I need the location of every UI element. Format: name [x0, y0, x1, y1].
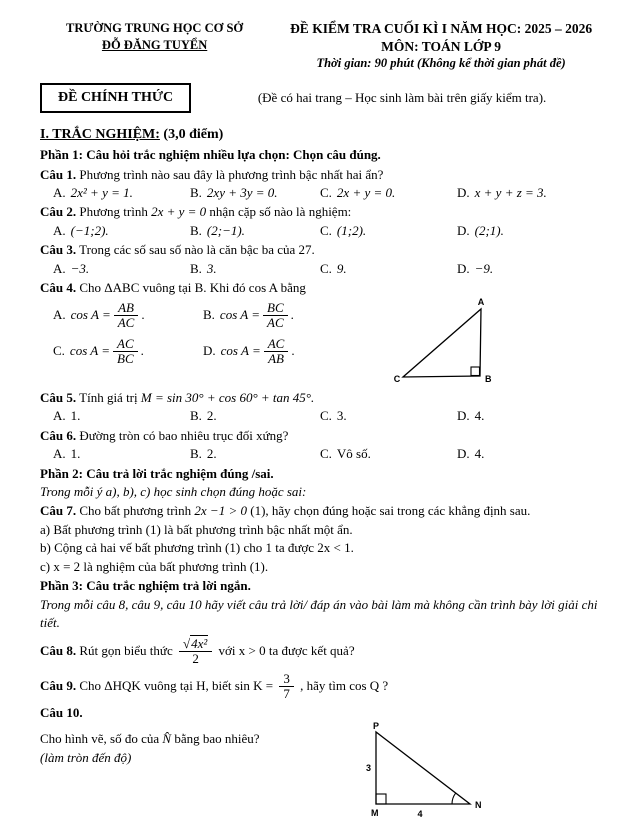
option-c: C. cos A = $\frac{AC}{BC}$ .: [53, 335, 144, 367]
question-text: Đường tròn có bao nhiêu trục đối xứng?: [79, 427, 289, 443]
exam-note: (Đề có hai trang – Học sinh làm bài trên giấy kiểm tra).: [257, 90, 547, 106]
question-text-after: , hãy tìm cos Q ?: [300, 677, 389, 693]
question-text-before: Rút gọn biểu thức: [79, 642, 173, 658]
question-10-body: [40, 722, 613, 820]
question-text-before: Cho bất phương trình: [79, 503, 192, 519]
vertex-label-n: N: [475, 800, 482, 811]
statement-c: c) x = 2 là nghiệm của bất phương trình (1).: [40, 558, 269, 574]
question-label: Câu 10.: [40, 704, 83, 720]
question-label: Câu 1.: [40, 166, 77, 182]
question-text: Cho ΔABC vuông tại B. Khi đó cos A bằng: [79, 280, 306, 296]
option-d: D. 4.: [457, 446, 485, 462]
question-label: Câu 5.: [40, 389, 77, 405]
question-line1: Cho hình vẽ, số đo của N̂ bằng bao nhiêu?: [40, 731, 260, 747]
question-9: [40, 671, 613, 703]
question-1-options: [40, 184, 613, 202]
question-label: Câu 3.: [40, 242, 77, 258]
school-name-line1: TRƯỜNG TRUNG HỌC CƠ SỞ: [66, 21, 244, 35]
option-d: D. 4.: [457, 408, 485, 424]
question-line2: (làm tròn đến độ): [40, 749, 132, 765]
question-2-options: [40, 222, 613, 240]
question-1: [40, 166, 613, 203]
question-math: 2x + y = 0: [151, 204, 207, 220]
exam-header: [40, 20, 613, 71]
part-2-instruction: Trong mỗi ý a), b), c) học sinh chọn đúng hoặc sai:: [40, 483, 307, 499]
official-row: [40, 83, 613, 113]
vertex-label-p: P: [372, 721, 380, 732]
question-label: Câu 4.: [40, 280, 77, 296]
option-a: A. 1.: [53, 408, 81, 424]
question-10-text: [40, 722, 350, 767]
question-2: [40, 203, 613, 240]
question-10: [40, 704, 613, 820]
vertex-label-a: A: [477, 296, 485, 307]
question-label: Câu 2.: [40, 204, 77, 220]
question-4: [40, 279, 613, 387]
exam-title-block: [269, 20, 613, 71]
school-name-line2: ĐỖ ĐĂNG TUYỂN: [101, 37, 208, 52]
question-text: Trong các số sau số nào là căn bậc ba của 27.: [79, 242, 315, 258]
question-5-options: [40, 407, 613, 425]
option-b: B. 3.: [190, 260, 217, 276]
option-c: C. Vô số.: [320, 446, 371, 462]
option-c: C. 9.: [320, 260, 347, 276]
part-1-heading: Phần 1: Câu hỏi trắc nghiệm nhiều lựa chọn: Chọn câu đúng.: [40, 147, 381, 163]
question-ref: (1): [250, 503, 266, 519]
question-4-options: [40, 300, 373, 368]
question-5: [40, 389, 613, 426]
option-d: D. cos A = $\frac{AC}{AB}$ .: [203, 335, 295, 367]
question-text-after: với x > 0 ta được kết quả?: [218, 642, 355, 658]
question-8: [40, 636, 613, 668]
question-label: Câu 8.: [40, 642, 77, 658]
official-exam-badge: ĐỀ CHÍNH THỨC: [40, 83, 191, 113]
question-6-options: [40, 445, 613, 463]
option-a: A. cos A = $\frac{AB}{AC}$ .: [53, 299, 145, 331]
question-6: [40, 427, 613, 464]
vertex-label-m: M: [371, 808, 379, 819]
question-math: 2x −1 > 0: [194, 503, 247, 519]
sqrt-fraction: $\frac{\text{√4x²}}{2}$: [179, 637, 212, 667]
option-b: B. cos A = $\frac{BC}{AC}$ .: [203, 299, 294, 331]
school-block: [40, 20, 269, 71]
option-a: A. (−1;2).: [53, 222, 109, 238]
part-2-heading: Phần 2: Câu trả lời trắc nghiệm đúng /sai.: [40, 465, 274, 481]
option-d: D. x + y + z = 3.: [457, 185, 547, 200]
section-1-points: (3,0 điểm): [163, 127, 224, 143]
option-d: D. (2;1).: [457, 222, 504, 238]
side-label-mn: 4: [417, 809, 423, 820]
question-3-options: [40, 260, 613, 278]
triangle-pmn-figure: [362, 720, 487, 820]
option-b: B. 2.: [190, 446, 217, 462]
option-b: B. 2.: [190, 408, 217, 424]
question-text-after: nhận cặp số nào là nghiệm:: [209, 204, 352, 220]
option-c: C. (1;2).: [320, 222, 367, 238]
angle-symbol: N̂: [162, 731, 172, 747]
question-4-body: [40, 296, 613, 388]
question-text-before: Cho ΔHQK vuông tại H, biết sin K =: [79, 677, 274, 693]
question-label: Câu 9.: [40, 677, 77, 693]
triangle-abc-figure: [391, 296, 501, 388]
vertex-label-c: C: [393, 373, 401, 384]
exam-subject: MÔN: TOÁN LỚP 9: [381, 38, 502, 54]
question-text-after: , hãy chọn đúng hoặc sai trong các khẳng định sau.: [265, 503, 531, 519]
option-b: B. 2xy + 3y = 0.: [190, 185, 278, 200]
option-c: C. 2x + y = 0.: [320, 185, 396, 200]
question-label: Câu 6.: [40, 427, 77, 443]
side-label-pm: 3: [365, 763, 371, 774]
statement-b: b) Cộng cả hai vế bất phương trình (1) cho 1 ta được 2x < 1.: [40, 540, 354, 556]
section-1-title-text: I. TRẮC NGHIỆM:: [40, 127, 160, 143]
option-a: A. −3.: [53, 260, 90, 276]
vertex-label-b: B: [485, 373, 492, 384]
option-a: A. 2x² + y = 1.: [53, 185, 133, 200]
option-a: A. 1.: [53, 446, 81, 462]
question-text: Phương trình nào sau đây là phương trình bậc nhất hai ẩn?: [79, 166, 384, 182]
option-d: D. −9.: [457, 260, 494, 276]
section-1-title: [40, 125, 613, 145]
question-7: [40, 502, 613, 576]
part-3-heading: Phần 3: Câu trắc nghiệm trả lời ngắn.: [40, 578, 251, 594]
sin-fraction: $\frac{3}{7}$: [279, 672, 294, 702]
exam-time: Thời gian: 90 phút (Không kể thời gian phát đề): [316, 56, 566, 71]
question-3: [40, 241, 613, 278]
exam-title: ĐỀ KIỂM TRA CUỐI KÌ I NĂM HỌC: 2025 – 2026: [290, 21, 593, 36]
option-b: B. (2;−1).: [190, 222, 245, 238]
question-label: Câu 7.: [40, 503, 77, 519]
question-text-before: Tính giá trị: [79, 389, 138, 405]
question-text-before: Phương trình: [79, 204, 148, 220]
question-math: M = sin 30° + cos 60° + tan 45°.: [140, 389, 315, 405]
option-c: C. 3.: [320, 408, 347, 424]
statement-a: a) Bất phương trình (1) là bất phương trình bậc nhất một ẩn.: [40, 521, 353, 537]
part-3-instruction: Trong mỗi câu 8, câu 9, câu 10 hãy viết câu trả lời/ đáp án vào bài làm mà không cần trình bày lời giải chi tiết.: [40, 596, 598, 631]
